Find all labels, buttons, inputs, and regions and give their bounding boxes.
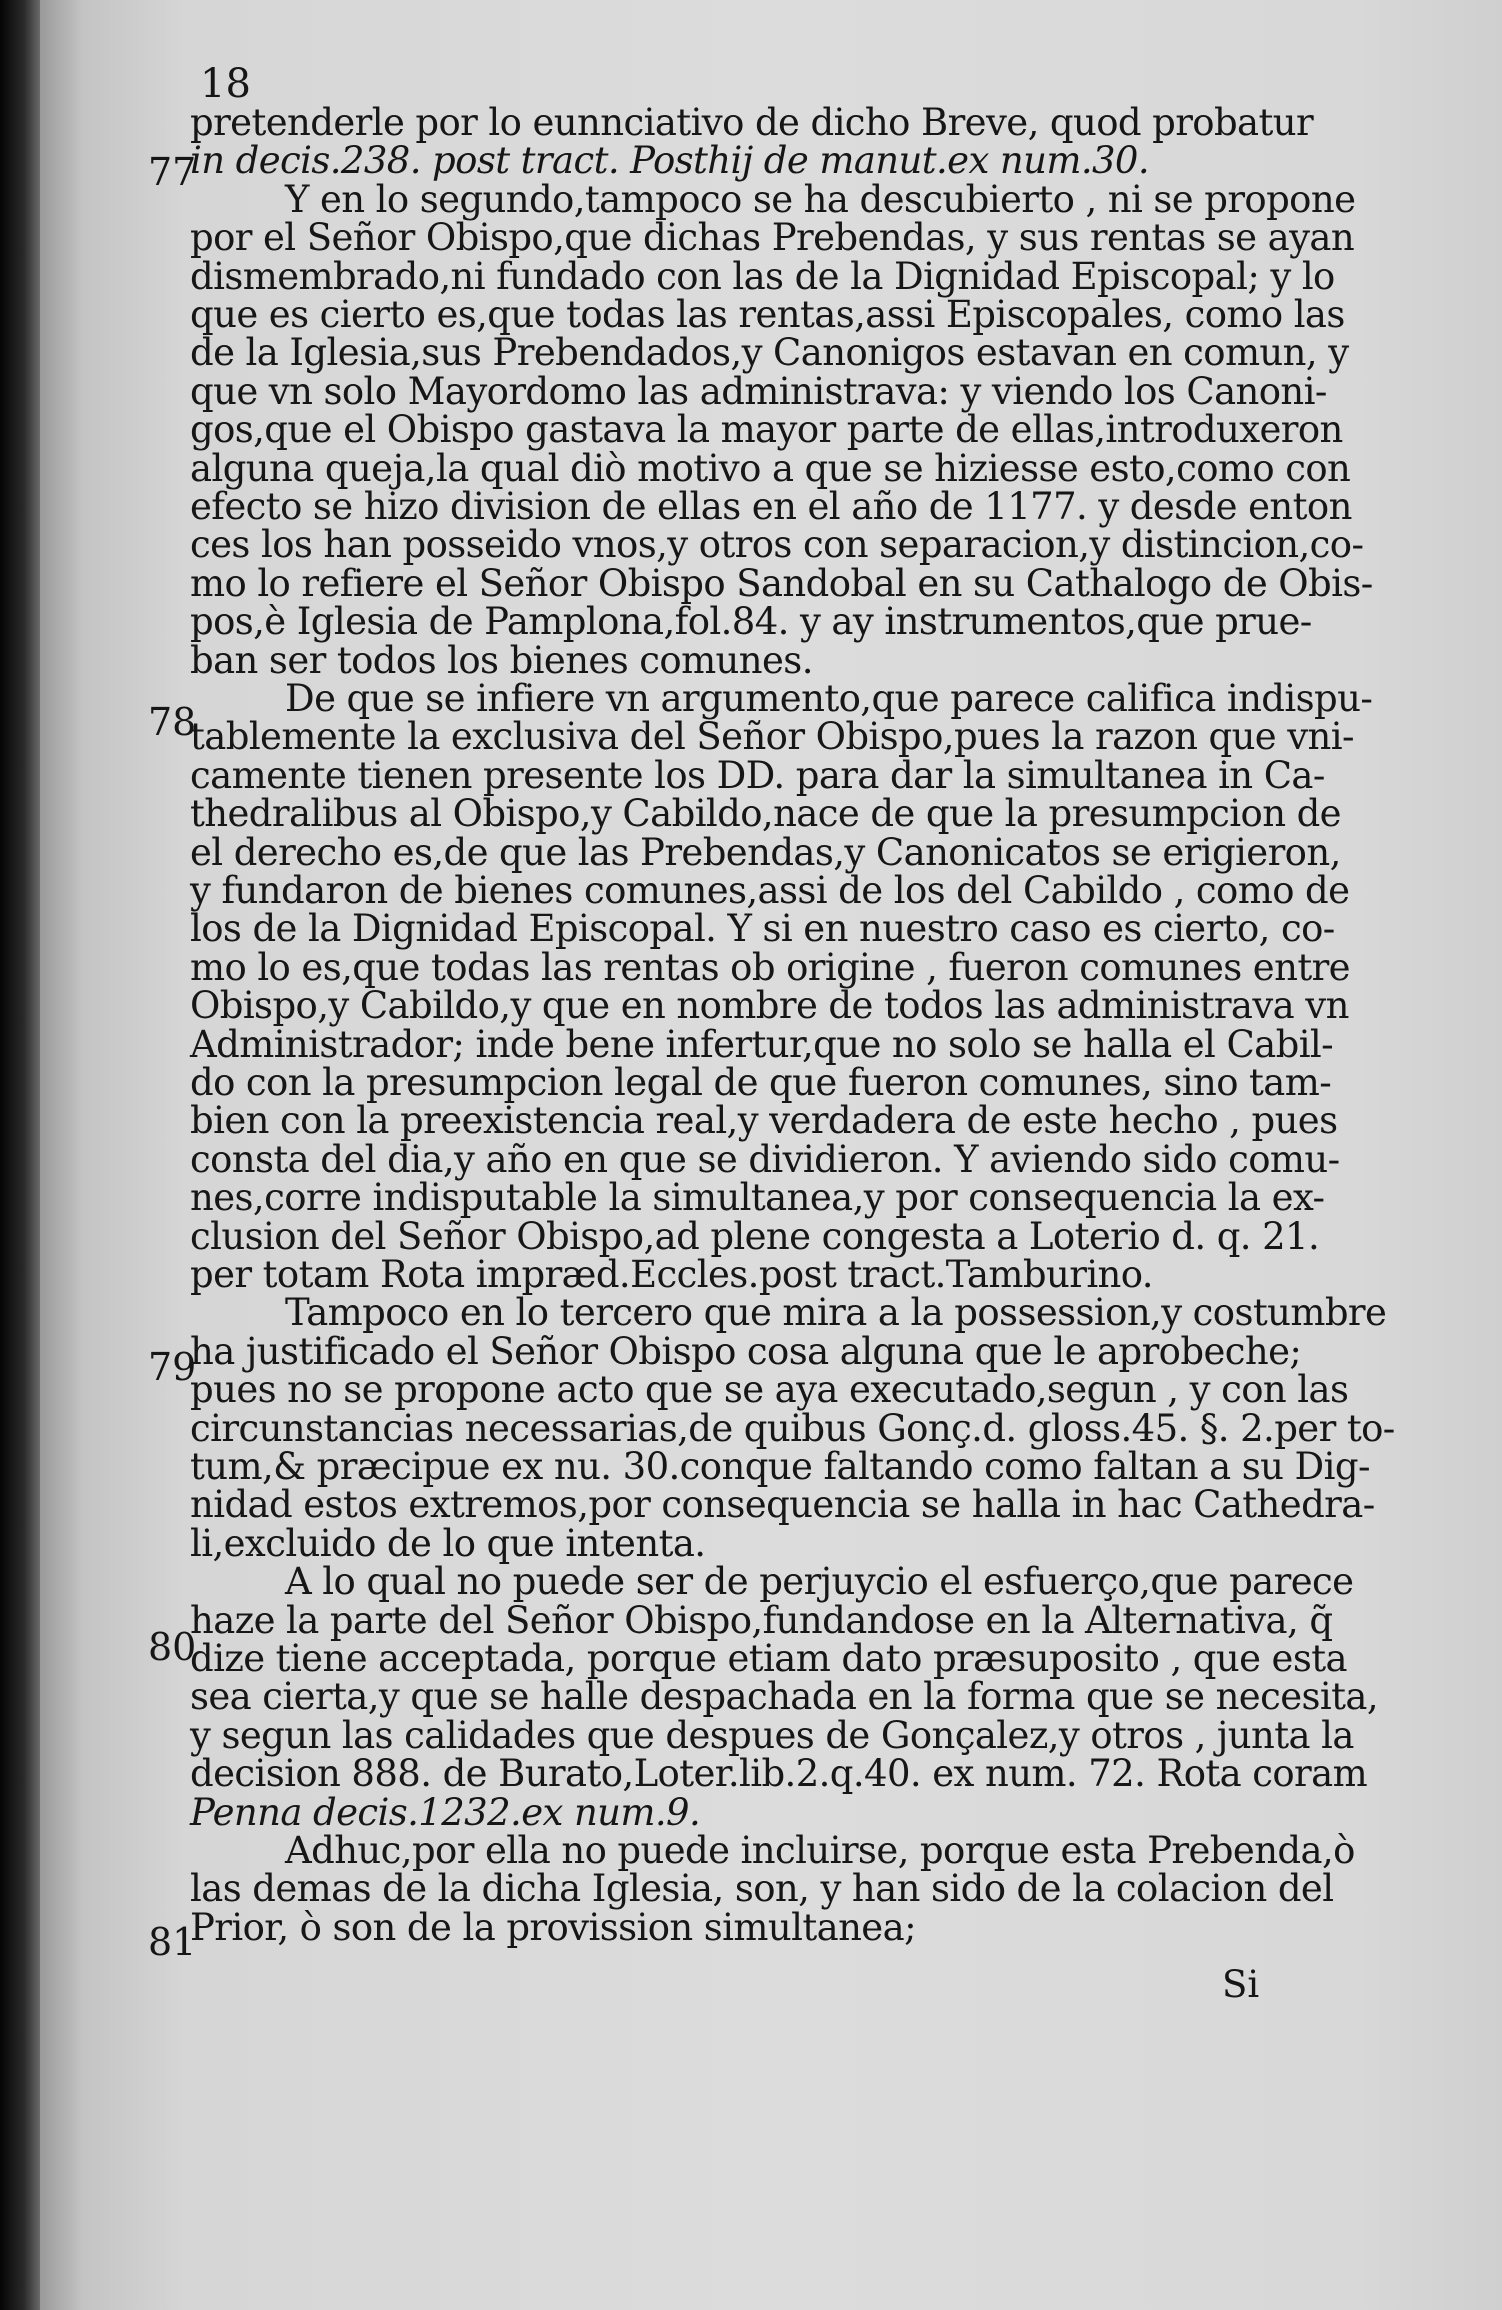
text-line: el derecho es,de que las Prebendas,y Canonicatos se erigieron, — [190, 830, 1341, 874]
text-line: ban ser todos los bienes comunes. — [190, 638, 813, 682]
text-line: efecto se hizo division de ellas en el año de 1177. y desde enton — [190, 485, 1352, 528]
text-block — [40, 0, 1502, 2310]
text-line: las demas de la dicha Iglesia, son, y han sido de la colacion del — [190, 1867, 1334, 1911]
text-line: pos,è Iglesia de Pamplona,fol.84. y ay instrumentos,que prue- — [190, 600, 1312, 644]
text-line: A lo qual no puede ser de perjuycio el esfuerço,que parece — [285, 1560, 1354, 1604]
text-line: alguna queja,la qual diò motivo a que se hiziesse esto,como con — [190, 446, 1351, 490]
text-line: pretenderle por lo eunnciativo de dicho Breve, quod probatur — [190, 101, 1314, 144]
margin-marker: 79 — [148, 1345, 197, 1389]
text-line: in decis.238. post tract. Posthij de manut.ex num.30. — [190, 139, 1150, 183]
text-line: sea cierta,y que se halle despachada en la forma que se necesita, — [190, 1675, 1379, 1719]
page-number: 18 — [200, 61, 251, 107]
text-line: los de la Dignidad Episcopal. Y si en nuestro caso es cierto, co- — [190, 907, 1335, 951]
text-line: tum,& præcipue ex nu. 30.conque faltando como faltan a su Dig- — [190, 1445, 1370, 1488]
text-line: dismembrado,ni fundado con las de la Dignidad Episcopal; y lo — [190, 254, 1335, 298]
text-line: Obispo,y Cabildo,y que en nombre de todos las administrava vn — [190, 984, 1349, 1028]
text-line: mo lo es,que todas las rentas ob origine , fueron comunes entre — [190, 945, 1350, 989]
margin-marker: 81 — [148, 1920, 197, 1964]
text-line: per totam Rota impræd.Eccles.post tract.Tamburino. — [190, 1253, 1153, 1296]
text-line: Y en lo segundo,tampoco se ha descubierto , ni se propone — [285, 177, 1356, 221]
text-line: ces los han posseido vnos,y otros con separacion,y distincion,co- — [190, 523, 1364, 567]
text-line: nes,corre indisputable la simultanea,y por consequencia la ex- — [190, 1176, 1325, 1220]
text-line: camente tienen presente los DD. para dar la simultanea in Ca- — [190, 753, 1325, 797]
printed-page — [40, 0, 1502, 2310]
catchword: Si — [1222, 1963, 1260, 2006]
text-line: haze la parte del Señor Obispo,fundandose en la Alternativa, q̃ — [190, 1598, 1333, 1642]
text-line: thedralibus al Obispo,y Cabildo,nace de que la presumpcion de — [190, 792, 1341, 836]
text-line: De que se infiere vn argumento,que parece califica indispu- — [285, 677, 1373, 720]
text-line: y segun las calidades que despues de Gonçalez,y otros , junta la — [190, 1713, 1354, 1757]
text-line: gos,que el Obispo gastava la mayor parte de ellas,introduxeron — [190, 408, 1343, 452]
text-line: Adhuc,por ella no puede incluirse, porque esta Prebenda,ò — [285, 1829, 1355, 1872]
text-line: Administrador; inde bene infertur,que no solo se halla el Cabil- — [190, 1022, 1334, 1066]
text-line: y fundaron de bienes comunes,assi de los del Cabildo , como de — [190, 869, 1350, 912]
text-line: que es cierto es,que todas las rentas,assi Episcopales, como las — [190, 293, 1345, 336]
text-line: bien con la preexistencia real,y verdadera de este hecho , pues — [190, 1099, 1338, 1143]
margin-marker: 80 — [148, 1625, 197, 1669]
book-spine-shadow — [0, 0, 40, 2310]
text-line: ha justificado el Señor Obispo cosa alguna que le aprobeche; — [190, 1329, 1302, 1373]
text-line: decision 888. de Burato,Loter.lib.2.q.40. ex num. 72. Rota coram — [190, 1752, 1368, 1796]
text-line: Penna decis.1232.ex num.9. — [190, 1790, 701, 1834]
text-line: consta del dia,y año en que se dividieron. Y aviendo sido comu- — [190, 1137, 1340, 1181]
text-line: do con la presumpcion legal de que fueron comunes, sino tam- — [190, 1061, 1332, 1104]
text-line: por el Señor Obispo,que dichas Prebendas, y sus rentas se ayan — [190, 216, 1355, 260]
text-line: clusion del Señor Obispo,ad plene congesta a Loterio d. q. 21. — [190, 1214, 1320, 1258]
text-line: Tampoco en lo tercero que mira a la possession,y costumbre — [285, 1291, 1387, 1335]
text-line: mo lo refiere el Señor Obispo Sandobal en su Cathalogo de Obis- — [190, 561, 1373, 605]
text-line: li,excluido de lo que intenta. — [190, 1521, 706, 1565]
text-line: de la Iglesia,sus Prebendados,y Canonigos estavan en comun, y — [190, 331, 1349, 375]
margin-marker: 77 — [148, 150, 197, 194]
text-line: pues no se propone acto que se aya executado,segun , y con las — [190, 1368, 1349, 1412]
text-line: tablemente la exclusiva del Señor Obispo,pues la razon que vni- — [190, 715, 1354, 759]
text-line: Prior, ò son de la provission simultanea; — [190, 1905, 916, 1949]
text-line: dize tiene acceptada, porque etiam dato præsuposito , que esta — [190, 1637, 1347, 1680]
text-line: circunstancias necessarias,de quibus Gonç.d. gloss.45. §. 2.per to- — [190, 1406, 1395, 1450]
text-line: que vn solo Mayordomo las administrava: y viendo los Canoni- — [190, 369, 1327, 413]
margin-marker: 78 — [148, 700, 197, 744]
text-line: nidad estos extremos,por consequencia se halla in hac Cathedra- — [190, 1483, 1375, 1527]
